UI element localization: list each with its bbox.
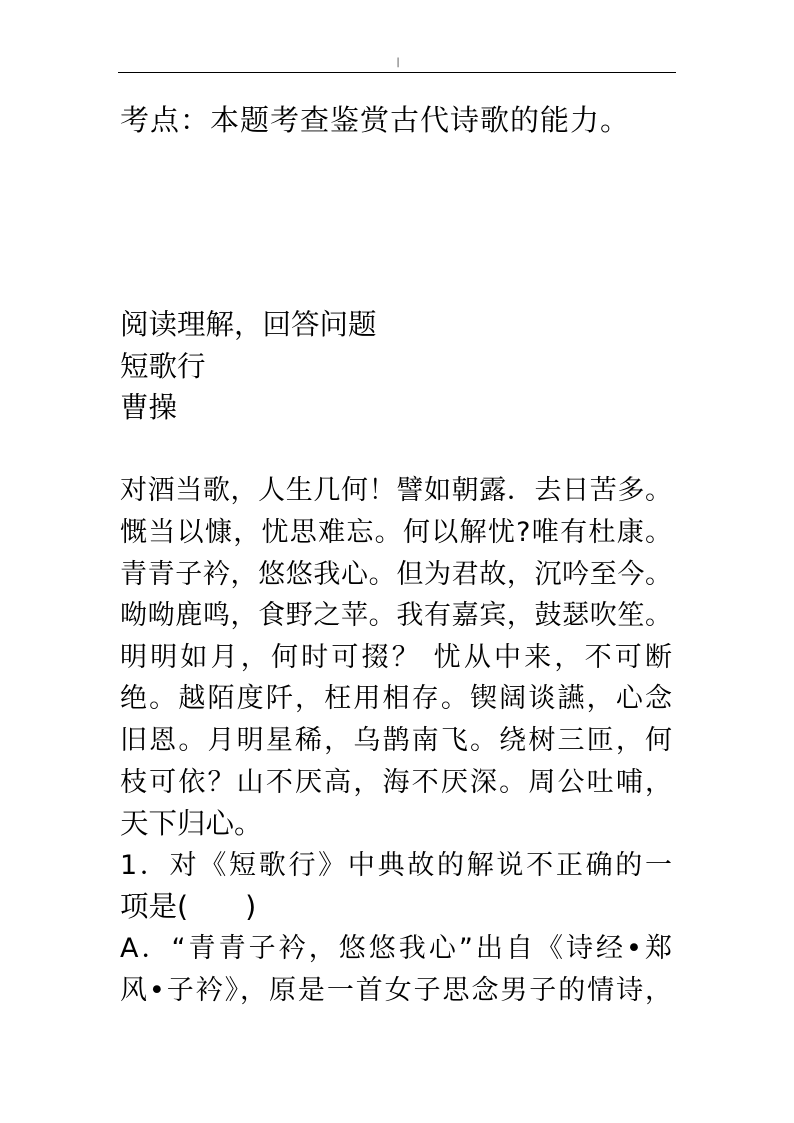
answer-note: 考点：本题考查鉴赏古代诗歌的能力。 [120,103,631,137]
poem-line: 青青子衿，悠悠我心。但为君故，沉吟至今。 [120,558,672,590]
option-a-text: A．“青青子衿，悠悠我心”出自《诗经•郑 [120,932,672,964]
poem-author: 曹操 [120,391,178,425]
option-a-text: 风•子衿》，原是一首女子思念男子的情诗， [120,974,672,1006]
poem-line: 枝可依？山不厌高，海不厌深。周公吐哺， [120,766,672,798]
poem-line: 慨当以慷，忧思难忘。何以解忧?唯有杜康。 [120,516,672,548]
poem-line: 明明如月，何时可掇？ 忧从中来，不可断 [120,641,672,673]
poem-line: 对酒当歌，人生几何！譬如朝露．去日苦多。 [120,475,672,507]
header-mark: | [396,57,400,68]
reading-prompt: 阅读理解，回答问题 [120,308,377,341]
question-1-stem: 1．对《短歌行》中典故的解说不正确的一 [120,849,672,881]
poem-line: 天下归心。 [120,807,263,841]
poem-line: 呦呦鹿鸣，食野之苹。我有嘉宾，鼓瑟吹笙。 [120,600,672,632]
reading-section [120,304,672,1011]
blank-line [120,429,672,471]
header-rule [118,72,676,73]
poem-title: 短歌行 [120,349,206,383]
poem-line: 旧恩。月明星稀，乌鹊南飞。绕树三匝，何 [120,724,672,756]
question-1-stem: 项是( ) [120,890,257,924]
poem-line: 绝。越陌度阡，枉用相存。锲阔谈讌，心念 [120,683,672,715]
